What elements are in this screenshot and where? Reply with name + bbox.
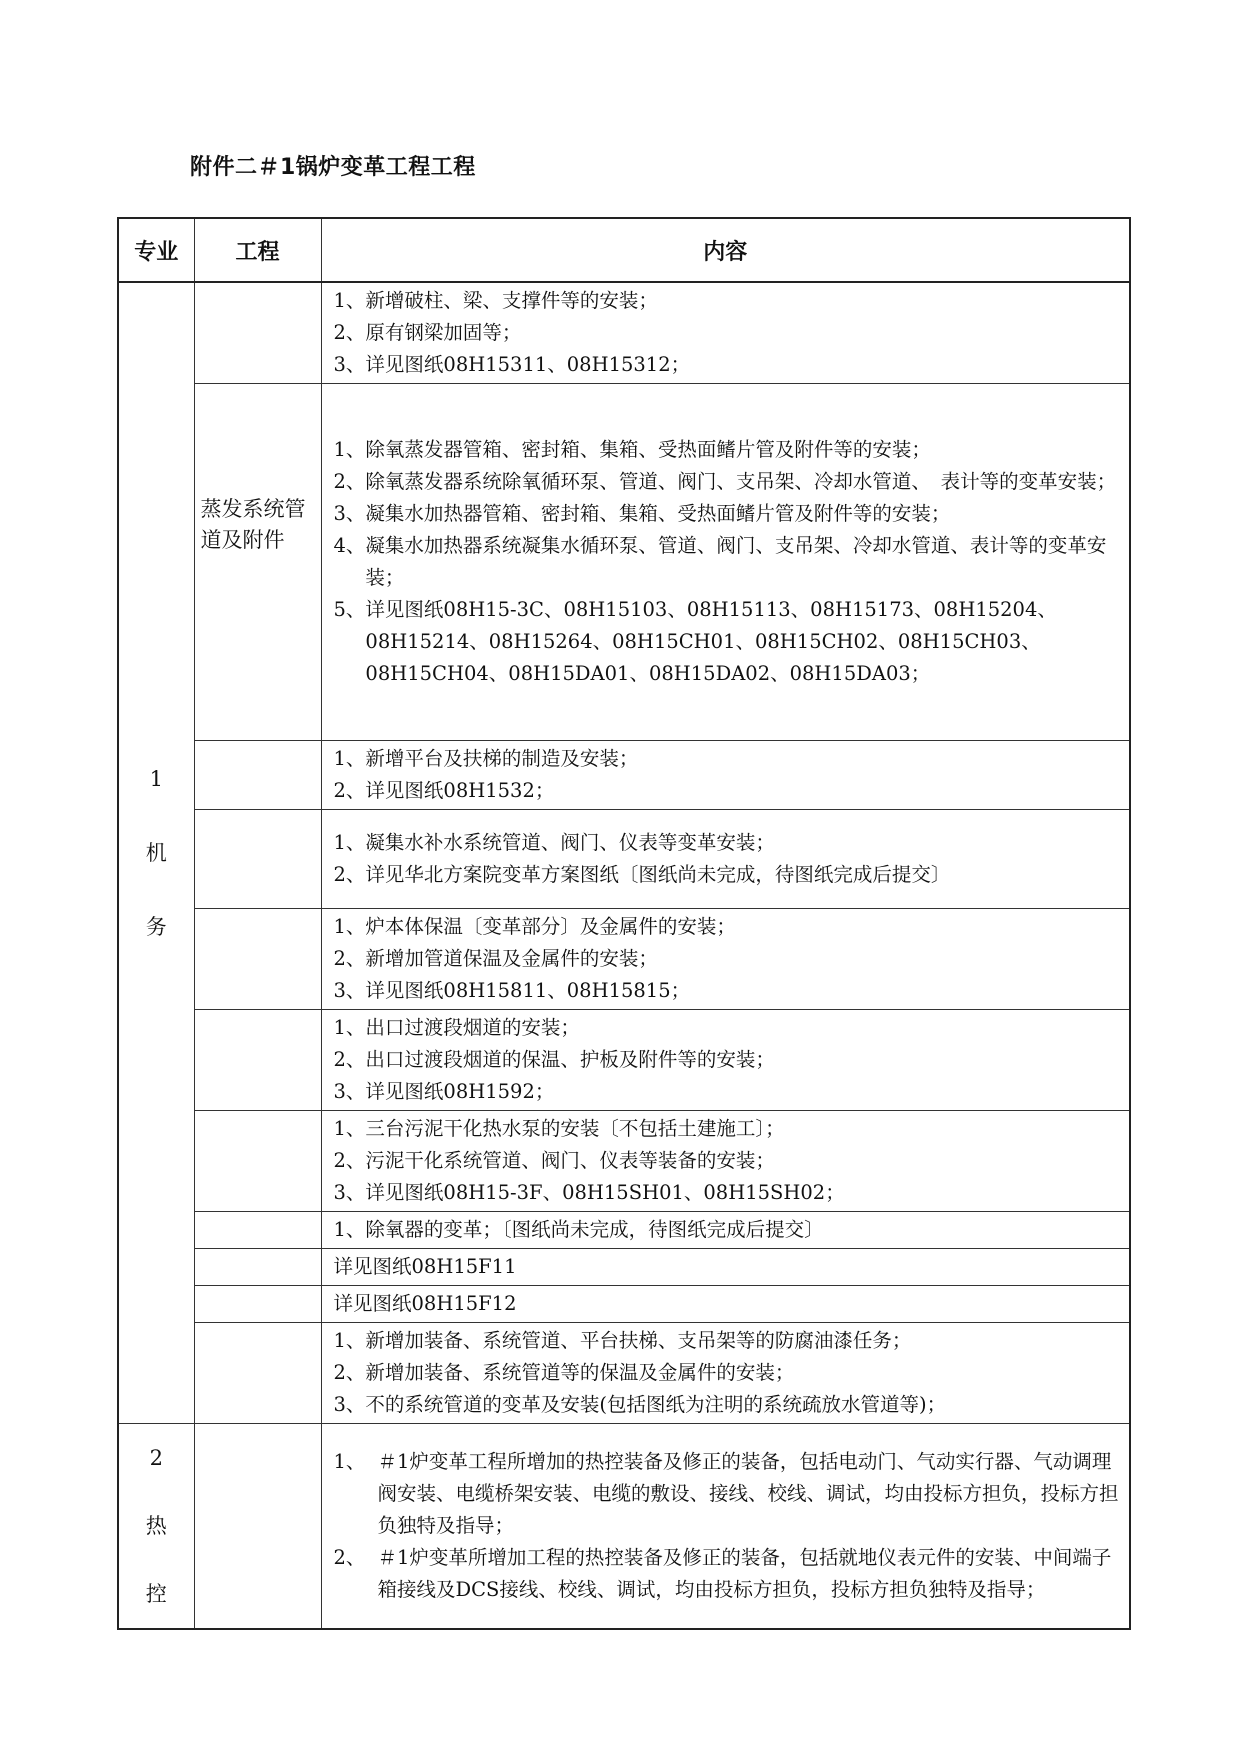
project-cell	[194, 1111, 321, 1212]
table-row	[118, 1286, 1130, 1323]
content-item	[334, 466, 1124, 498]
item-text: 详见图纸08H15F12	[333, 1292, 517, 1315]
item-text: 详见图纸08H15F11	[333, 1255, 517, 1278]
content-item	[334, 1251, 1124, 1283]
item-number: 1、	[333, 747, 366, 770]
item-text: 详见图纸08H15811、08H15815；	[365, 979, 691, 1002]
item-text: 新增加装备、系统管道等的保温及金属件的安装；	[365, 1361, 795, 1384]
specialty-char: 控	[145, 1582, 167, 1606]
item-text: 新增破柱、梁、支撑件等的安装；	[365, 289, 658, 312]
item-text: 详见图纸08H15-3C、08H15103、08H15113、08H15173、08H15204、08H15214、08H15264、08H15CH01、08H15CH02、08H15CH03、08H15CH04、08H15DA01、08H15DA02、08H15DA03；	[365, 598, 1057, 685]
item-number: 1、	[333, 1450, 366, 1473]
item-text: 不的系统管道的变革及安装(包括图纸为注明的系统疏放水管道等)；	[365, 1393, 947, 1416]
specialty-char: 机	[145, 841, 167, 865]
content-cell	[321, 1249, 1130, 1286]
content-item	[334, 1012, 1124, 1044]
specialty-char: 务	[145, 915, 167, 939]
item-text: 三台污泥干化热水泵的安装〔不包括土建施工〕；	[365, 1117, 785, 1140]
content-item	[334, 859, 1124, 891]
item-text: 新增平台及扶梯的制造及安装；	[365, 747, 639, 770]
header-project: 工程	[194, 218, 321, 282]
project-cell	[194, 810, 321, 909]
content-cell	[321, 909, 1130, 1010]
item-number: 3、	[333, 979, 366, 1002]
project-cell	[194, 741, 321, 810]
content-item	[334, 349, 1124, 381]
content-item	[334, 1177, 1124, 1209]
table-row	[118, 810, 1130, 909]
content-item	[334, 1044, 1124, 1076]
specialty-char: 热	[145, 1514, 167, 1538]
content-cell	[321, 741, 1130, 810]
item-text: 详见图纸08H1532；	[365, 779, 555, 802]
content-cell	[321, 1286, 1130, 1323]
content-item	[334, 1113, 1124, 1145]
project-cell	[194, 909, 321, 1010]
content-cell	[321, 1111, 1130, 1212]
item-number: 1、	[333, 1016, 366, 1039]
item-text: 详见华北方案院变革方案图纸〔图纸尚未完成，待图纸完成后提交〕	[365, 863, 951, 886]
item-number: 1、	[333, 1117, 366, 1140]
item-number: 3、	[333, 502, 366, 525]
project-name: 蒸发系统管道及附件	[200, 497, 306, 552]
project-cell	[194, 1323, 321, 1424]
item-number: 3、	[333, 353, 366, 376]
table-row	[118, 282, 1130, 384]
item-number: 1、	[333, 289, 366, 312]
project-cell	[194, 384, 321, 741]
project-cell	[194, 1249, 321, 1286]
item-number: 2、	[333, 1149, 366, 1172]
content-cell	[321, 810, 1130, 909]
item-text: 详见图纸08H15-3F、08H15SH01、08H15SH02；	[365, 1181, 845, 1204]
item-number: 1、	[333, 438, 366, 461]
content-cell	[321, 1212, 1130, 1249]
item-text: 炉本体保温〔变革部分〕及金属件的安装；	[365, 915, 736, 938]
content-item	[334, 911, 1124, 943]
content-item	[334, 943, 1124, 975]
content-cell	[321, 282, 1130, 384]
item-number: 2、	[333, 321, 366, 344]
document-title: 附件二＃1锅炉变革工程工程	[190, 155, 476, 180]
project-table	[117, 217, 1131, 1630]
content-item	[334, 1288, 1124, 1320]
item-number: 2、	[333, 1546, 366, 1569]
item-number: 1、	[333, 831, 366, 854]
table-row	[118, 741, 1130, 810]
project-cell	[194, 1212, 321, 1249]
table-row	[118, 1249, 1130, 1286]
specialty-cell-mechanical	[118, 282, 194, 1424]
content-cell	[321, 1010, 1130, 1111]
content-item	[334, 1389, 1124, 1421]
content-item	[334, 317, 1124, 349]
content-item	[334, 1325, 1124, 1357]
item-number: 3、	[333, 1393, 366, 1416]
content-cell	[321, 384, 1130, 741]
content-item	[334, 743, 1124, 775]
table-row	[118, 1323, 1130, 1424]
item-number: 3、	[333, 1080, 366, 1103]
table-header-row	[118, 218, 1130, 282]
table-row	[118, 1212, 1130, 1249]
specialty-char: 2	[149, 1446, 163, 1470]
table-row	[118, 1111, 1130, 1212]
content-item	[334, 1214, 1124, 1246]
item-text: 详见图纸08H1592；	[365, 1080, 555, 1103]
item-number: 2、	[333, 779, 366, 802]
item-number: 2、	[333, 470, 366, 493]
item-number: 4、	[333, 534, 366, 557]
content-cell	[321, 1323, 1130, 1424]
content-item	[334, 285, 1124, 317]
specialty-cell-thermal-control	[118, 1424, 194, 1630]
item-number: 1、	[333, 1218, 366, 1241]
specialty-char: 1	[149, 767, 163, 791]
item-text: 出口过渡段烟道的保温、护板及附件等的安装；	[365, 1048, 775, 1071]
item-number: 2、	[333, 947, 366, 970]
item-number: 1、	[333, 915, 366, 938]
item-text: 除氧蒸发器管箱、密封箱、集箱、受热面鳍片管及附件等的安装；	[365, 438, 931, 461]
content-item	[334, 1357, 1124, 1389]
content-item	[334, 827, 1124, 859]
item-text: 新增加装备、系统管道、平台扶梯、支吊架等的防腐油漆任务；	[365, 1329, 912, 1352]
item-number: 2、	[333, 863, 366, 886]
item-text: 凝集水加热器管箱、密封箱、集箱、受热面鳍片管及附件等的安装；	[365, 502, 951, 525]
item-number: 2、	[333, 1048, 366, 1071]
header-specialty: 专业	[118, 218, 194, 282]
item-text: 新增加管道保温及金属件的安装；	[365, 947, 658, 970]
content-item	[334, 498, 1124, 530]
item-text: 凝集水加热器系统凝集水循环泵、管道、阀门、支吊架、冷却水管道、表计等的变革安装；	[365, 534, 1107, 589]
project-cell	[194, 282, 321, 384]
content-cell	[321, 1424, 1130, 1630]
content-item	[334, 530, 1124, 594]
item-text: 出口过渡段烟道的安装；	[365, 1016, 580, 1039]
item-number: 3、	[333, 1181, 366, 1204]
project-cell	[194, 1010, 321, 1111]
item-text: 原有钢梁加固等；	[365, 321, 522, 344]
item-text: 除氧蒸发器系统除氧循环泵、管道、阀门、支吊架、冷却水管道、 表计等的变革安装；	[365, 470, 1117, 493]
item-number: 2、	[333, 1361, 366, 1384]
content-item	[334, 594, 1124, 690]
content-item	[334, 975, 1124, 1007]
header-content: 内容	[321, 218, 1130, 282]
content-item	[334, 1145, 1124, 1177]
table-row	[118, 1010, 1130, 1111]
table-row	[118, 1424, 1130, 1630]
item-number: 5、	[333, 598, 366, 621]
content-item	[334, 775, 1124, 807]
item-text: 污泥干化系统管道、阀门、仪表等装备的安装；	[365, 1149, 775, 1172]
content-item	[334, 1076, 1124, 1108]
item-text: 凝集水补水系统管道、阀门、仪表等变革安装；	[365, 831, 775, 854]
content-item	[334, 1542, 1124, 1606]
project-cell	[194, 1424, 321, 1630]
item-text: ＃1炉变革所增加工程的热控装备及修正的装备，包括就地仪表元件的安装、中间端子箱接线及DCS接线、校线、调试，均由投标方担负，投标方担负独特及指导；	[377, 1546, 1112, 1601]
project-cell	[194, 1286, 321, 1323]
item-text: 除氧器的变革；〔图纸尚未完成，待图纸完成后提交〕	[365, 1218, 824, 1241]
content-item	[334, 434, 1124, 466]
table-row	[118, 909, 1130, 1010]
item-text: 详见图纸08H15311、08H15312；	[365, 353, 691, 376]
item-text: ＃1炉变革工程所增加的热控装备及修正的装备，包括电动门、气动实行器、气动调理阀安装、电缆桥架安装、电缆的敷设、接线、校线、调试，均由投标方担负，投标方担负独特及指导；	[377, 1450, 1119, 1537]
table-row	[118, 384, 1130, 741]
item-number: 1、	[333, 1329, 366, 1352]
content-item	[334, 1446, 1124, 1542]
